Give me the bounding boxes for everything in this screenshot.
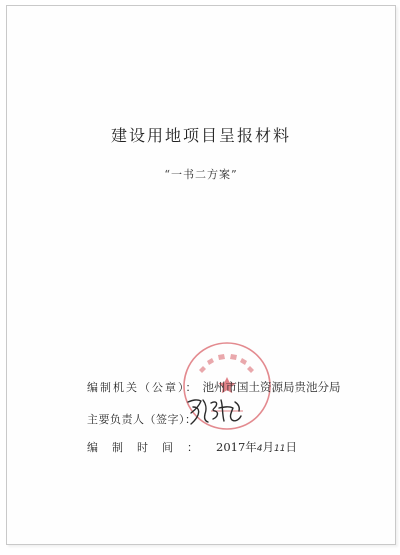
- document-page: [6, 5, 396, 545]
- authority-row: [87, 379, 341, 395]
- document-subtitle: “一书二方案”: [164, 168, 238, 181]
- date-year: 2017年: [216, 440, 257, 454]
- leader-label: 主要负责人（签字）：: [87, 413, 197, 426]
- date-month-handwritten: 4: [256, 444, 263, 454]
- date-month-unit: 月: [262, 440, 275, 454]
- authority-label: 编制机关（公章）：: [87, 381, 199, 394]
- date-day-handwritten: 11: [274, 444, 286, 454]
- document-title: 建设用地项目呈报材料: [110, 126, 291, 145]
- date-label: 编制时间：: [87, 441, 212, 454]
- date-row: [87, 439, 297, 455]
- date-value: [216, 439, 297, 455]
- authority-value: 池州市国土资源局贵池分局: [202, 380, 341, 394]
- leader-row: [87, 411, 197, 427]
- date-day-unit: 日: [285, 440, 297, 454]
- handwritten-signature: [185, 394, 247, 428]
